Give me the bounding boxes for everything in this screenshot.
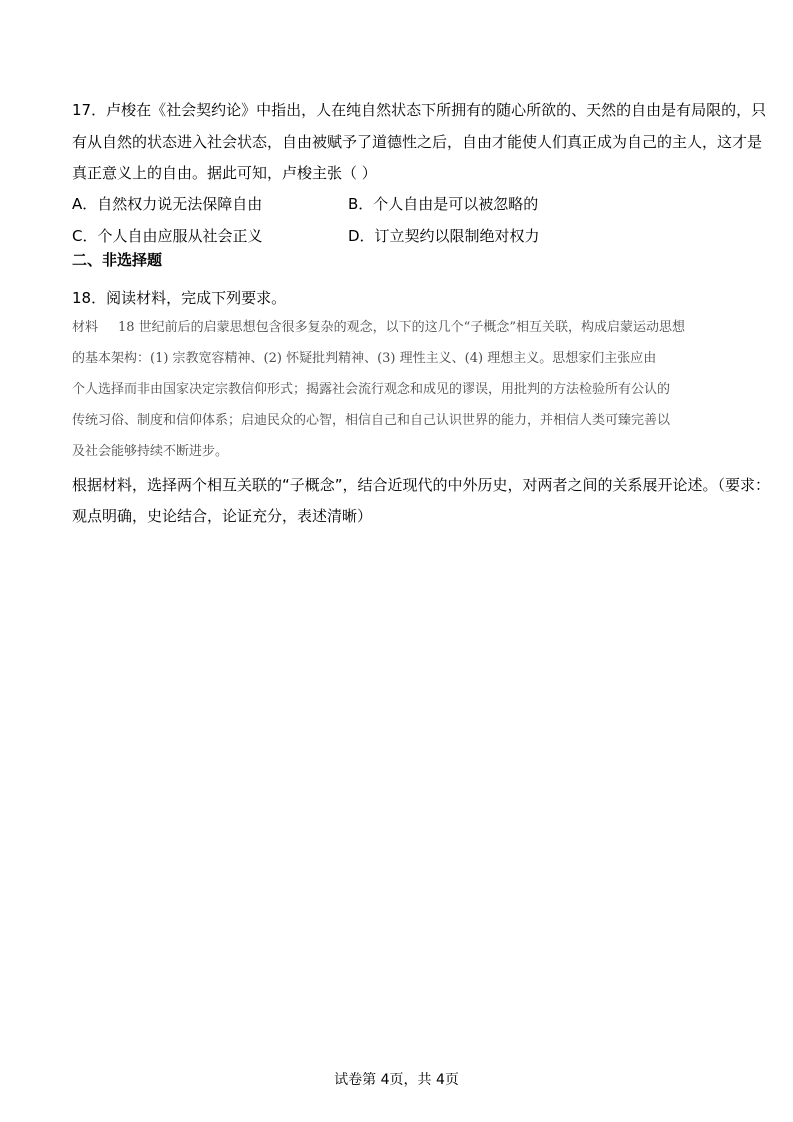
q17-stem-line-1: 17．卢梭在《社会契约论》中指出，人在纯自然状态下所拥有的随心所欲的、天然的自由是有局限的，只	[72, 101, 767, 119]
q18-material-line-4: 传统习俗、制度和信仰体系；启迪民众的心智，相信自己和自己认识世界的能力，并相信人类可臻完善以	[72, 413, 671, 428]
material-text-1: 18 世纪前后的启蒙思想包含很多复杂的观念，以下的这几个“子概念”相互关联，构成启蒙运动思想	[118, 320, 685, 335]
page-footer: 试卷第 4页，共 4页	[334, 1072, 459, 1088]
section-heading-non-choice: 二、非选择题	[72, 251, 163, 269]
q17-stem-line-2: 有从自然的状态进入社会状态，自由被赋予了道德性之后，自由才能使人们真正成为自己的主人，这才是	[72, 133, 763, 151]
q18-material-line-5: 及社会能够持续不断进步。	[72, 444, 229, 459]
q18-task-line-2: 观点明确，史论结合，论证充分，表述清晰）	[72, 507, 373, 525]
q17-option-d: D．订立契约以限制绝对权力	[348, 227, 540, 245]
q18-material-line-3: 个人选择而非由国家决定宗教信仰形式；揭露社会流行观念和成见的谬误，用批判的方法检验所有公认的	[72, 382, 671, 397]
q18-material-line-1	[72, 319, 685, 337]
q18-material-line-2: 的基本架构：(1) 宗教宽容精神、(2) 怀疑批判精神、(3) 理性主义、(4) 理想主义。思想家们主张应由	[72, 351, 657, 366]
q17-option-b: B．个人自由是可以被忽略的	[348, 195, 539, 213]
q18-intro: 18．阅读材料，完成下列要求。	[72, 289, 287, 307]
q18-task-line-1: 根据材料，选择两个相互关联的“子概念”，结合近现代的中外历史，对两者之间的关系展开论述。（要求：	[72, 476, 771, 494]
q17-option-a: A．自然权力说无法保障自由	[72, 195, 263, 213]
q17-option-c: C．个人自由应服从社会正义	[72, 227, 263, 245]
q17-stem-line-3: 真正意义上的自由。据此可知，卢梭主张（ ）	[72, 164, 377, 182]
material-label: 材料	[72, 320, 99, 335]
